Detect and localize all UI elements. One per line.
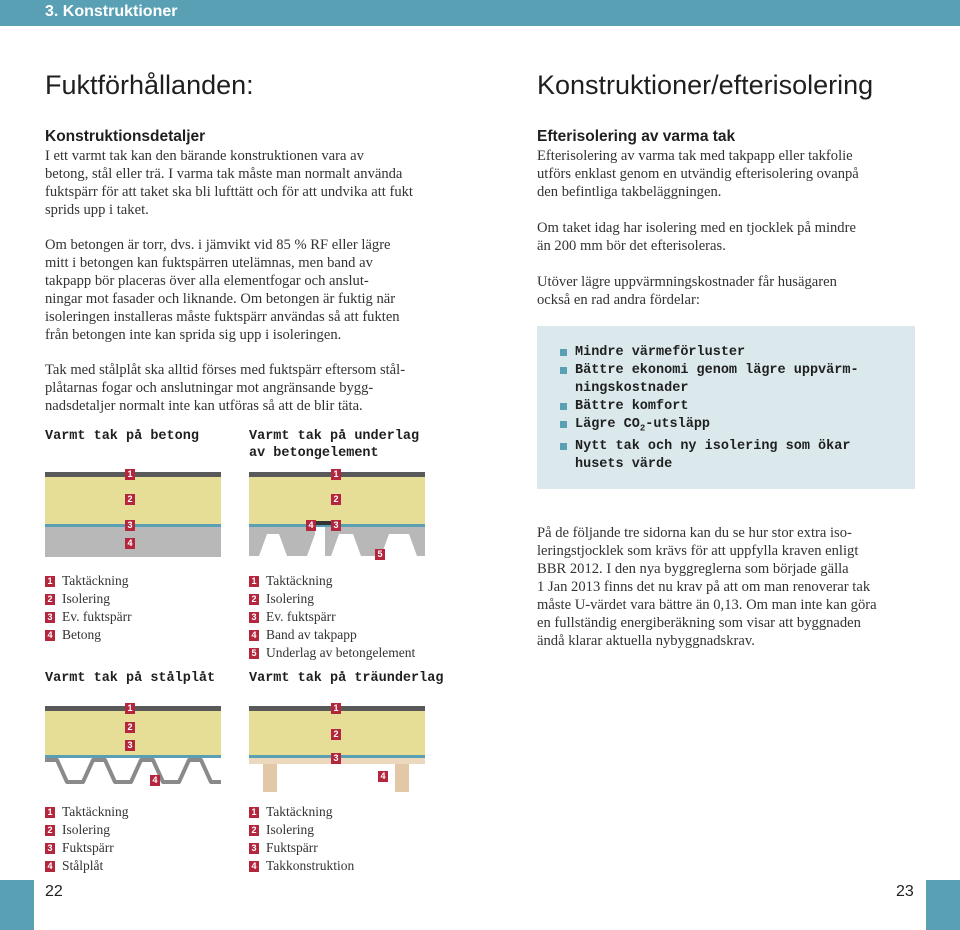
left-paragraph-1: I ett varmt tak kan den bärande konstruktionen vara av betong, stål eller trä. I varma tak måste man normalt använda fuktspärr för att taket ska bli lufttätt och för att undvika att fukt sprids upp i taket. xyxy=(45,148,413,218)
list-item: Lägre $CO_2$-utsläpp xyxy=(537,416,859,438)
diagram-concrete-roof xyxy=(45,462,225,558)
left-subtitle: Konstruktionsdetaljer xyxy=(45,128,206,145)
right-page-tab xyxy=(926,880,960,930)
page-number-right: 23 xyxy=(896,883,914,900)
section-title: 3. Konstruktioner xyxy=(45,3,178,20)
diagram-4-label-4: 4 xyxy=(378,771,388,782)
diagram-1-label-3: 3 xyxy=(125,520,135,531)
concrete-element-left xyxy=(249,527,315,556)
list-item: Mindre värmeförluster xyxy=(537,344,859,362)
diagram-4-legend: 1 Taktäckning 2 Isolering 3 Fuktspärr 4 Takkonstruktion xyxy=(249,803,354,875)
diagram-1-legend: 1 Taktäckning 2 Isolering 3 Ev. fuktspärr 4 Betong xyxy=(45,572,132,644)
diagram-4-label-3: 3 xyxy=(331,753,341,764)
left-paragraph-2: Om betongen är torr, dvs. i jämvikt vid 85 % RF eller lägre mitt i betongen kan fuktspärren utelämnas, men band av takpapp bör placeras över alla elementfogar och anslut- ningar mot fasader och liknande. Om betongen är fuktig när isoleringen installeras måste fuktspärr användas så att fukten från betongen inte kan sprida sig upp i isoleringen. xyxy=(45,237,400,343)
diagram-3-legend: 1 Taktäckning 2 Isolering 3 Fuktspärr 4 Stålplåt xyxy=(45,803,129,875)
diagram-1-label-1: 1 xyxy=(125,469,135,480)
diagram-3-label-2: 2 xyxy=(125,722,135,733)
diagram-2-label-4: 4 xyxy=(306,520,316,531)
list-item: Nytt tak och ny isolering som ökar xyxy=(537,438,859,456)
diagram-4-label-1: 1 xyxy=(331,703,341,714)
diagram-wood-roof xyxy=(249,700,429,794)
list-item-continuation: husets värde xyxy=(575,456,673,472)
diagram-2-label-3: 3 xyxy=(331,520,341,531)
layer-vapor-barrier xyxy=(45,755,221,758)
diagram-2-title: Varmt tak på underlag av betongelement xyxy=(249,429,420,461)
diagram-2-legend: 1 Taktäckning 2 Isolering 3 Ev. fuktspärr 4 Band av takpapp 5 Underlag av betongelement xyxy=(249,572,415,662)
diagram-3-label-3: 3 xyxy=(125,740,135,751)
section-header-bar xyxy=(0,0,960,26)
left-page-title: Fuktförhållanden: xyxy=(45,70,254,100)
right-paragraph-3: Utöver lägre uppvärmningskostnader får husägaren också en rad andra fördelar: xyxy=(537,274,837,308)
diagram-2-label-2: 2 xyxy=(331,494,341,505)
diagram-3-label-4: 4 xyxy=(150,775,160,786)
diagram-1-label-2: 2 xyxy=(125,494,135,505)
diagram-1-label-4: 4 xyxy=(125,538,135,549)
wood-beam-right xyxy=(395,764,409,792)
right-paragraph-2: Om taket idag har isolering med en tjocklek på mindre än 200 mm bör det efterisoleras. xyxy=(537,220,856,254)
diagram-3-title: Varmt tak på stålplåt xyxy=(45,671,216,686)
diagram-4-label-2: 2 xyxy=(331,729,341,740)
right-page-title: Konstruktioner/efterisolering xyxy=(537,70,874,100)
right-paragraph-4: På de följande tre sidorna kan du se hur stor extra iso- leringstjocklek som krävs för att uppfylla kraven enligt BBR 2012. I den nya byggreglerna som började gälla 1 Jan 2013 finns det nu krav på att om man renoverar tak måste U-värdet vara bättre än 0,13. Om man inte kan göra en fullständig energiberäkning som visar att byggnaden ändå klarar aktuella nybyggnadskrav. xyxy=(537,525,877,649)
left-page-tab xyxy=(0,880,34,930)
right-subtitle: Efterisolering av varma tak xyxy=(537,128,736,145)
right-paragraph-1: Efterisolering av varma tak med takpapp eller takfolie utförs enklast genom en utvändig efterisolering ovanpå den befintliga takbeläggningen. xyxy=(537,148,859,200)
benefits-list xyxy=(537,344,859,474)
diagram-1-title: Varmt tak på betong xyxy=(45,429,199,444)
list-item: Bättre ekonomi genom lägre uppvärm- xyxy=(537,362,859,380)
diagram-steel-roof xyxy=(45,700,225,790)
wood-beam-left xyxy=(263,764,277,792)
steel-sheet-profile xyxy=(45,760,221,782)
left-paragraph-3: Tak med stålplåt ska alltid förses med fuktspärr eftersom stål- plåtarnas fogar och anslutningar mot angränsande bygg- nadsdetaljer normalt inte kan utföras så att de blir täta. xyxy=(45,362,406,414)
diagram-4-title: Varmt tak på träunderlag xyxy=(249,671,444,686)
diagram-2-label-5: 5 xyxy=(375,549,385,560)
diagram-2-label-1: 1 xyxy=(331,469,341,480)
list-item: Bättre komfort xyxy=(537,398,859,416)
list-item-continuation: ningskostnader xyxy=(575,381,689,396)
diagram-3-label-1: 1 xyxy=(125,703,135,714)
page-number-left: 22 xyxy=(45,883,63,900)
